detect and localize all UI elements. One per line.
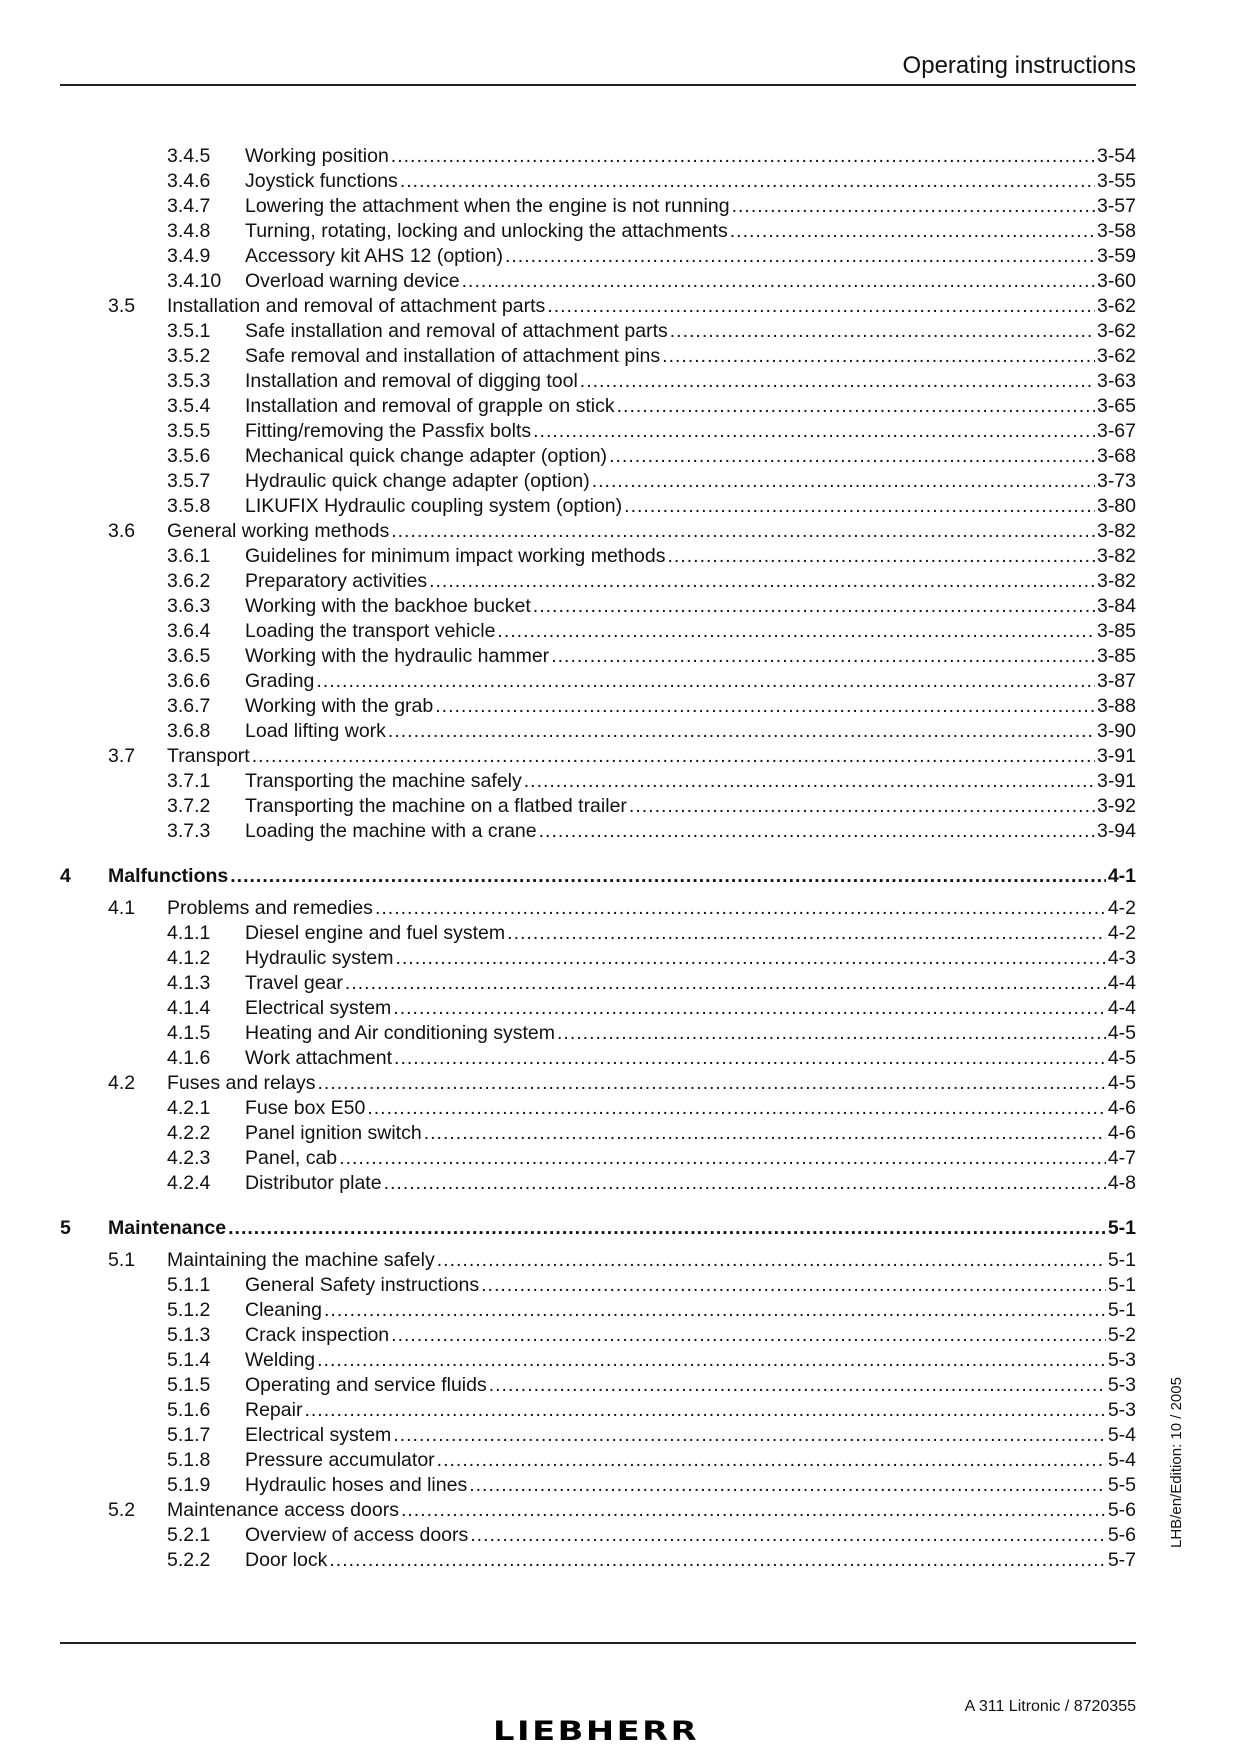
toc-entry — [0, 1216, 1240, 1241]
toc-entry-number: 4.2.4 — [167, 1172, 211, 1194]
toc-entry-title: Repair — [245, 1399, 303, 1421]
toc-leader-dots — [624, 494, 1095, 519]
toc-entry-page: 3-62 — [1096, 295, 1136, 317]
toc-entry-title: Heating and Air conditioning system — [245, 1022, 556, 1044]
toc-entry — [0, 394, 1240, 419]
toc-entry-title: Maintenance access doors — [167, 1499, 399, 1521]
toc-entry — [0, 1096, 1240, 1121]
toc-entry-title: Preparatory activities — [245, 570, 428, 592]
toc-leader-dots — [533, 594, 1095, 619]
toc-entry-number: 4.2 — [108, 1072, 136, 1094]
toc-entry — [0, 1423, 1240, 1448]
toc-leader-dots — [394, 1046, 1106, 1071]
toc-entry-number: 4.1.2 — [167, 947, 211, 969]
toc-entry-title: Cleaning — [245, 1299, 322, 1321]
toc-leader-dots — [507, 921, 1106, 946]
toc-entry-title: Turning, rotating, locking and unlocking the attachments — [245, 220, 728, 242]
toc-entry-number: 3.5.1 — [167, 320, 211, 342]
toc-entry-page: 4-5 — [1107, 1022, 1136, 1044]
toc-leader-dots — [592, 469, 1095, 494]
toc-entry — [0, 444, 1240, 469]
toc-leader-dots — [424, 1121, 1106, 1146]
toc-entry-page: 4-1 — [1107, 865, 1136, 887]
toc-entry-title: Accessory kit AHS 12 (option) — [245, 245, 503, 267]
toc-leader-dots — [252, 744, 1095, 769]
toc-entry-title: Hydraulic system — [245, 947, 394, 969]
toc-entry-title: Overload warning device — [245, 270, 460, 292]
toc-entry-number: 5.2 — [108, 1499, 136, 1521]
toc-entry-page: 5-2 — [1107, 1324, 1136, 1346]
toc-leader-dots — [557, 1021, 1106, 1046]
toc-entry-page: 5-1 — [1107, 1299, 1136, 1321]
toc-entry — [0, 169, 1240, 194]
toc-entry-number: 3.4.8 — [167, 220, 211, 242]
toc-leader-dots — [317, 1348, 1106, 1373]
toc-entry-title: Working with the grab — [245, 695, 434, 717]
toc-entry-page: 3-92 — [1096, 795, 1136, 817]
toc-entry-title: Pressure accumulator — [245, 1449, 435, 1471]
toc-entry — [0, 794, 1240, 819]
toc-leader-dots — [437, 1248, 1106, 1273]
toc-entry — [0, 1348, 1240, 1373]
toc-entry — [0, 921, 1240, 946]
toc-entry-number: 5.2.1 — [167, 1524, 211, 1546]
toc-entry — [0, 594, 1240, 619]
toc-entry — [0, 469, 1240, 494]
toc-entry-title: Installation and removal of attachment parts — [167, 295, 546, 317]
toc-entry — [0, 544, 1240, 569]
toc-leader-dots — [609, 444, 1095, 469]
toc-entry — [0, 1248, 1240, 1273]
toc-leader-dots — [230, 864, 1106, 889]
toc-leader-dots — [730, 219, 1095, 244]
toc-entry-title: Electrical system — [245, 1424, 392, 1446]
toc-entry-page: 4-2 — [1107, 897, 1136, 919]
toc-entry-number: 5.1.7 — [167, 1424, 211, 1446]
toc-entry-number: 3.6.2 — [167, 570, 211, 592]
toc-leader-dots — [304, 1398, 1105, 1423]
toc-entry-number: 3.4.6 — [167, 170, 211, 192]
toc-entry-number: 5.1.3 — [167, 1324, 211, 1346]
toc-entry — [0, 1046, 1240, 1071]
toc-entry-number: 3.7.1 — [167, 770, 211, 792]
toc-entry — [0, 669, 1240, 694]
toc-entry — [0, 194, 1240, 219]
toc-entry-title: Fuses and relays — [167, 1072, 316, 1094]
toc-entry-page: 5-4 — [1107, 1424, 1136, 1446]
toc-entry — [0, 1298, 1240, 1323]
toc-leader-dots — [391, 144, 1095, 169]
toc-entry-page: 3-58 — [1096, 220, 1136, 242]
toc-entry-number: 5.1.9 — [167, 1474, 211, 1496]
toc-entry-title: Joystick functions — [245, 170, 398, 192]
toc-leader-dots — [662, 344, 1095, 369]
toc-entry-number: 4.1.5 — [167, 1022, 211, 1044]
toc-entry-page: 3-62 — [1096, 345, 1136, 367]
toc-entry-number: 3.5.6 — [167, 445, 211, 467]
toc-entry-number: 3.4.9 — [167, 245, 211, 267]
toc-entry — [0, 1498, 1240, 1523]
toc-leader-dots — [524, 769, 1095, 794]
toc-entry — [0, 1323, 1240, 1348]
toc-entry-number: 5.2.2 — [167, 1549, 211, 1571]
toc-entry-page: 5-3 — [1107, 1374, 1136, 1396]
toc-entry — [0, 1021, 1240, 1046]
footer-rule — [60, 1642, 1136, 1644]
toc-entry — [0, 219, 1240, 244]
toc-entry-number: 3.4.5 — [167, 145, 211, 167]
toc-leader-dots — [367, 1096, 1105, 1121]
toc-entry-number: 3.5.4 — [167, 395, 211, 417]
toc-entry — [0, 494, 1240, 519]
toc-entry-title: Fitting/removing the Passfix bolts — [245, 420, 532, 442]
toc-entry-page: 4-6 — [1107, 1122, 1136, 1144]
toc-entry-title: Problems and remedies — [167, 897, 373, 919]
toc-entry-title: Distributor plate — [245, 1172, 382, 1194]
toc-entry-page: 3-84 — [1096, 595, 1136, 617]
toc-entry — [0, 344, 1240, 369]
toc-entry — [0, 1071, 1240, 1096]
toc-entry-title: Transport — [167, 745, 250, 767]
toc-entry-number: 5 — [60, 1217, 71, 1239]
toc-entry-number: 4.1.6 — [167, 1047, 211, 1069]
toc-entry-page: 3-80 — [1096, 495, 1136, 517]
toc-entry-number: 5.1.4 — [167, 1349, 211, 1371]
toc-entry-title: Operating and service fluids — [245, 1374, 487, 1396]
toc-entry-page: 3-59 — [1096, 245, 1136, 267]
toc-entry-page: 5-1 — [1107, 1249, 1136, 1271]
toc-entry-number: 3.6.4 — [167, 620, 211, 642]
toc-leader-dots — [391, 1323, 1106, 1348]
toc-entry-title: Transporting the machine safely — [245, 770, 522, 792]
toc-entry-number: 3.5.2 — [167, 345, 211, 367]
toc-entry-title: Crack inspection — [245, 1324, 390, 1346]
toc-entry-page: 3-65 — [1096, 395, 1136, 417]
toc-entry-page: 3-85 — [1096, 645, 1136, 667]
toc-entry-number: 3.4.7 — [167, 195, 211, 217]
toc-entry-title: Mechanical quick change adapter (option) — [245, 445, 608, 467]
toc-entry-number: 4.1 — [108, 897, 136, 919]
toc-leader-dots — [375, 896, 1106, 921]
toc-entry — [0, 644, 1240, 669]
toc-entry-number: 5.1.6 — [167, 1399, 211, 1421]
toc-entry-title: Installation and removal of digging tool — [245, 370, 578, 392]
toc-entry — [0, 896, 1240, 921]
toc-entry-title: Travel gear — [245, 972, 343, 994]
toc-leader-dots — [388, 719, 1095, 744]
toc-entry — [0, 1121, 1240, 1146]
toc-entry-number: 3.5.8 — [167, 495, 211, 517]
toc-entry — [0, 244, 1240, 269]
toc-entry — [0, 819, 1240, 844]
toc-entry — [0, 864, 1240, 889]
liebherr-logo: LIEBHERR — [493, 1716, 700, 1747]
toc-entry — [0, 1523, 1240, 1548]
toc-entry-number: 5.1.2 — [167, 1299, 211, 1321]
toc-entry-title: Malfunctions — [108, 865, 229, 887]
toc-entry — [0, 1146, 1240, 1171]
toc-entry-number: 3.6 — [108, 520, 136, 542]
toc-leader-dots — [391, 519, 1095, 544]
toc-entry-page: 3-94 — [1096, 820, 1136, 842]
toc-entry — [0, 946, 1240, 971]
toc-entry-page: 5-5 — [1107, 1474, 1136, 1496]
toc-leader-dots — [384, 1171, 1106, 1196]
toc-leader-dots — [670, 319, 1095, 344]
toc-entry-page: 3-57 — [1096, 195, 1136, 217]
toc-entry-number: 4.1.4 — [167, 997, 211, 1019]
toc-entry-title: Electrical system — [245, 997, 392, 1019]
toc-entry-title: Diesel engine and fuel system — [245, 922, 506, 944]
toc-entry-number: 3.6.8 — [167, 720, 211, 742]
document-id: A 311 Litronic / 8720355 — [964, 1698, 1136, 1715]
toc-entry-page: 3-91 — [1096, 745, 1136, 767]
toc-entry-number: 3.5.5 — [167, 420, 211, 442]
toc-entry-page: 4-2 — [1107, 922, 1136, 944]
toc-leader-dots — [497, 619, 1095, 644]
toc-entry-page: 3-87 — [1096, 670, 1136, 692]
toc-entry-number: 3.7 — [108, 745, 136, 767]
toc-entry — [0, 1398, 1240, 1423]
toc-entry — [0, 1171, 1240, 1196]
toc-leader-dots — [228, 1216, 1106, 1241]
toc-entry-page: 4-5 — [1107, 1072, 1136, 1094]
toc-entry — [0, 719, 1240, 744]
toc-leader-dots — [437, 1448, 1106, 1473]
toc-entry-title: Panel, cab — [245, 1147, 338, 1169]
toc-entry — [0, 769, 1240, 794]
toc-entry-page: 4-4 — [1107, 972, 1136, 994]
toc-entry-number: 3.4.10 — [167, 270, 222, 292]
toc-entry-title: Door lock — [245, 1549, 328, 1571]
toc-entry-number: 3.5.3 — [167, 370, 211, 392]
toc-leader-dots — [401, 1498, 1106, 1523]
toc-leader-dots — [629, 794, 1095, 819]
toc-entry — [0, 269, 1240, 294]
toc-entry-page: 5-1 — [1107, 1217, 1136, 1239]
toc-entry — [0, 1448, 1240, 1473]
toc-leader-dots — [580, 369, 1095, 394]
toc-entry-number: 4.2.1 — [167, 1097, 211, 1119]
toc-entry-title: Grading — [245, 670, 315, 692]
toc-entry — [0, 1373, 1240, 1398]
toc-entry-page: 4-6 — [1107, 1097, 1136, 1119]
toc-entry-title: Working with the backhoe bucket — [245, 595, 531, 617]
toc-entry-page: 5-7 — [1107, 1549, 1136, 1571]
toc-entry-number: 3.6.1 — [167, 545, 211, 567]
toc-entry — [0, 369, 1240, 394]
toc-entry-number: 3.6.7 — [167, 695, 211, 717]
toc-leader-dots — [393, 996, 1106, 1021]
toc-entry-number: 5.1.8 — [167, 1449, 211, 1471]
toc-entry-title: Working position — [245, 145, 389, 167]
toc-entry-page: 5-4 — [1107, 1449, 1136, 1471]
toc-leader-dots — [329, 1548, 1105, 1573]
toc-leader-dots — [469, 1473, 1106, 1498]
toc-entry-number: 4.1.3 — [167, 972, 211, 994]
toc-leader-dots — [533, 419, 1095, 444]
toc-entry — [0, 971, 1240, 996]
toc-entry-number: 3.6.3 — [167, 595, 211, 617]
toc-leader-dots — [435, 694, 1095, 719]
toc-entry-number: 5.1.1 — [167, 1274, 211, 1296]
toc-entry-title: Fuse box E50 — [245, 1097, 366, 1119]
toc-entry — [0, 419, 1240, 444]
toc-entry-title: Maintaining the machine safely — [167, 1249, 435, 1271]
toc-leader-dots — [462, 269, 1095, 294]
toc-entry — [0, 519, 1240, 544]
toc-entry-title: Loading the machine with a crane — [245, 820, 537, 842]
toc-entry-title: Loading the transport vehicle — [245, 620, 496, 642]
toc-entry-page: 3-60 — [1096, 270, 1136, 292]
toc-entry-page: 3-88 — [1096, 695, 1136, 717]
toc-entry-page: 4-8 — [1107, 1172, 1136, 1194]
toc-entry-title: Load lifting work — [245, 720, 386, 742]
toc-entry-title: Lowering the attachment when the engine is not running — [245, 195, 730, 217]
toc-entry — [0, 294, 1240, 319]
toc-leader-dots — [505, 244, 1095, 269]
toc-entry-title: Work attachment — [245, 1047, 393, 1069]
toc-entry-number: 3.5 — [108, 295, 136, 317]
toc-entry-page: 4-5 — [1107, 1047, 1136, 1069]
edition-note: LHB/en/Edition: 10 / 2005 — [1168, 1377, 1185, 1548]
toc-entry-title: Hydraulic quick change adapter (option) — [245, 470, 590, 492]
toc-entry-page: 4-4 — [1107, 997, 1136, 1019]
toc-leader-dots — [470, 1523, 1106, 1548]
toc-entry-title: Working with the hydraulic hammer — [245, 645, 550, 667]
toc-entry-number: 3.7.2 — [167, 795, 211, 817]
toc-entry-page: 3-90 — [1096, 720, 1136, 742]
toc-entry-page: 5-1 — [1107, 1274, 1136, 1296]
toc-leader-dots — [345, 971, 1106, 996]
toc-entry-number: 4.2.2 — [167, 1122, 211, 1144]
toc-leader-dots — [551, 644, 1095, 669]
toc-entry-page: 4-3 — [1107, 947, 1136, 969]
toc-entry-page: 3-91 — [1096, 770, 1136, 792]
toc-leader-dots — [732, 194, 1095, 219]
toc-entry-title: Panel ignition switch — [245, 1122, 422, 1144]
toc-entry-title: General working methods — [167, 520, 390, 542]
toc-entry-page: 4-7 — [1107, 1147, 1136, 1169]
toc-entry-title: Safe installation and removal of attachment parts — [245, 320, 668, 342]
toc-leader-dots — [316, 669, 1095, 694]
toc-entry-number: 3.6.6 — [167, 670, 211, 692]
toc-entry-number: 4.1.1 — [167, 922, 211, 944]
page-header-title: Operating instructions — [902, 52, 1136, 79]
toc-entry-title: Maintenance — [108, 1217, 227, 1239]
toc-leader-dots — [617, 394, 1095, 419]
toc-entry-number: 3.5.7 — [167, 470, 211, 492]
toc-entry-title: LIKUFIX Hydraulic coupling system (option) — [245, 495, 623, 517]
toc-leader-dots — [547, 294, 1095, 319]
toc-entry — [0, 694, 1240, 719]
toc-entry — [0, 1473, 1240, 1498]
toc-entry — [0, 619, 1240, 644]
toc-entry — [0, 1548, 1240, 1573]
toc-entry — [0, 319, 1240, 344]
toc-entry-page: 5-3 — [1107, 1349, 1136, 1371]
toc-leader-dots — [539, 819, 1095, 844]
toc-entry-page: 3-62 — [1096, 320, 1136, 342]
toc-entry — [0, 569, 1240, 594]
toc-entry-number: 3.7.3 — [167, 820, 211, 842]
toc-leader-dots — [339, 1146, 1106, 1171]
toc-entry — [0, 1273, 1240, 1298]
toc-entry-page: 3-82 — [1096, 545, 1136, 567]
toc-entry-title: Transporting the machine on a flatbed trailer — [245, 795, 627, 817]
toc-entry-page: 3-85 — [1096, 620, 1136, 642]
toc-entry-page: 3-73 — [1096, 470, 1136, 492]
toc-entry-page: 3-68 — [1096, 445, 1136, 467]
toc-entry-number: 4.2.3 — [167, 1147, 211, 1169]
toc-entry-page: 5-6 — [1107, 1524, 1136, 1546]
toc-entry-title: Guidelines for minimum impact working methods — [245, 545, 666, 567]
toc-leader-dots — [400, 169, 1095, 194]
toc-entry-page: 3-54 — [1096, 145, 1136, 167]
toc-entry-title: Installation and removal of grapple on stick — [245, 395, 615, 417]
toc-leader-dots — [324, 1298, 1106, 1323]
toc-entry-title: Hydraulic hoses and lines — [245, 1474, 468, 1496]
toc-entry-page: 3-67 — [1096, 420, 1136, 442]
toc-entry-page: 3-63 — [1096, 370, 1136, 392]
toc-entry-number: 5.1.5 — [167, 1374, 211, 1396]
toc-entry-number: 5.1 — [108, 1249, 136, 1271]
toc-leader-dots — [318, 1071, 1106, 1096]
toc-leader-dots — [393, 1423, 1106, 1448]
toc-entry-page: 5-3 — [1107, 1399, 1136, 1421]
toc-leader-dots — [668, 544, 1095, 569]
toc-entry-title: Safe removal and installation of attachment pins — [245, 345, 661, 367]
toc-entry-page: 5-6 — [1107, 1499, 1136, 1521]
toc-leader-dots — [481, 1273, 1106, 1298]
toc-leader-dots — [395, 946, 1105, 971]
toc-entry-number: 3.6.5 — [167, 645, 211, 667]
toc-leader-dots — [429, 569, 1095, 594]
toc-entry-page: 3-82 — [1096, 520, 1136, 542]
toc-entry-page: 3-55 — [1096, 170, 1136, 192]
toc-entry — [0, 744, 1240, 769]
toc-entry — [0, 144, 1240, 169]
toc-entry-title: Welding — [245, 1349, 316, 1371]
toc-entry-page: 3-82 — [1096, 570, 1136, 592]
toc-entry-title: General Safety instructions — [245, 1274, 480, 1296]
toc-entry-title: Overview of access doors — [245, 1524, 469, 1546]
toc-entry — [0, 996, 1240, 1021]
toc-leader-dots — [489, 1373, 1106, 1398]
toc-entry-number: 4 — [60, 865, 71, 887]
